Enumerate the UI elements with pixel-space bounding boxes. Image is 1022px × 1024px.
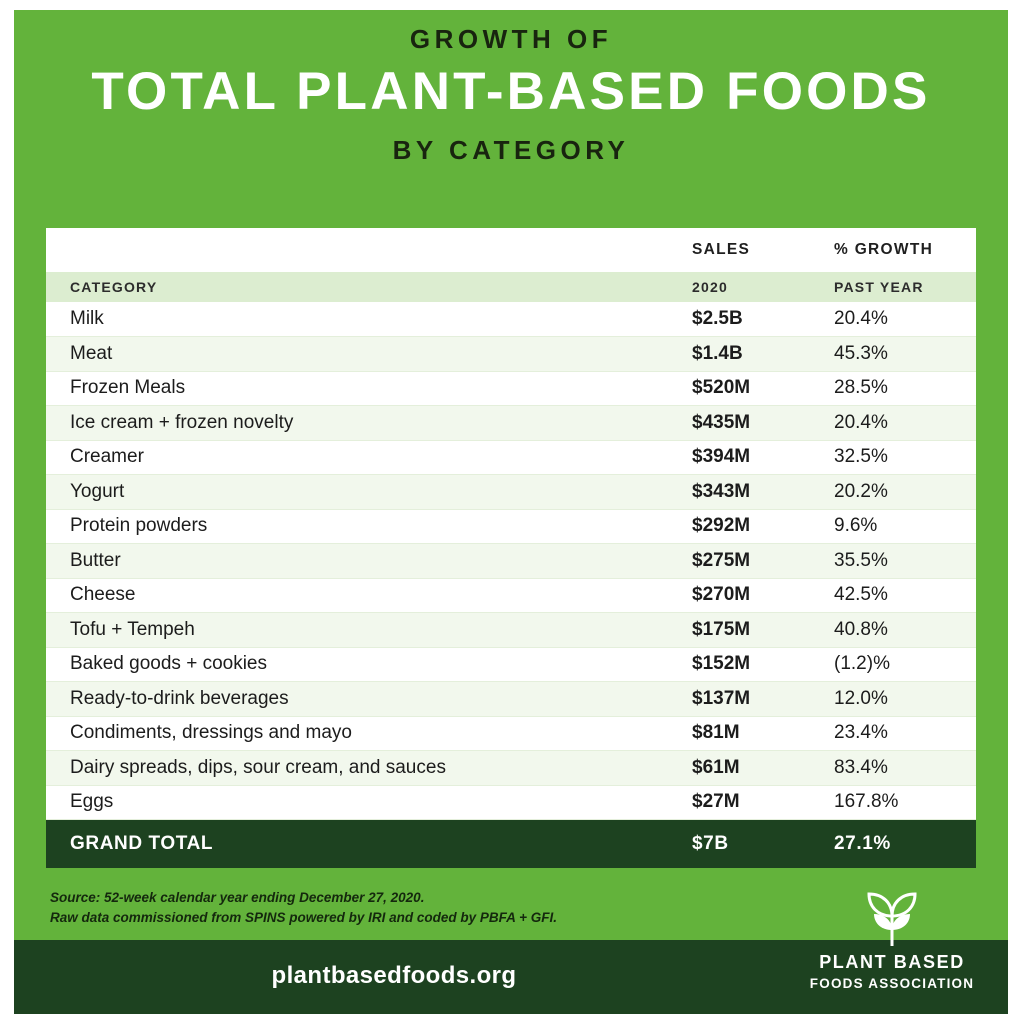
cell-growth: 12.0% <box>826 682 976 717</box>
cell-sales: $275M <box>686 544 826 579</box>
cell-growth: 9.6% <box>826 509 976 544</box>
cell-category: Creamer <box>46 440 686 475</box>
title-line-3: BY CATEGORY <box>392 135 630 166</box>
cell-sales: $292M <box>686 509 826 544</box>
table-row <box>46 682 976 717</box>
table-row <box>46 716 976 751</box>
cell-growth: 20.2% <box>826 475 976 510</box>
grand-total-growth: 27.1% <box>834 832 891 854</box>
organization-logo <box>802 886 982 991</box>
cell-category: Cheese <box>46 578 686 613</box>
cell-category: Meat <box>46 337 686 372</box>
cell-growth: 32.5% <box>826 440 976 475</box>
table-footer <box>46 820 976 868</box>
table-row <box>46 440 976 475</box>
table-row <box>46 544 976 579</box>
header-category: CATEGORY <box>46 272 686 302</box>
cell-sales: $1.4B <box>686 337 826 372</box>
table-header <box>46 228 976 302</box>
table-row <box>46 406 976 441</box>
cell-sales: $152M <box>686 647 826 682</box>
growth-table <box>46 228 976 868</box>
table-header-row-bottom <box>46 272 976 302</box>
cell-sales: $435M <box>686 406 826 441</box>
website-url[interactable]: plantbasedfoods.org <box>271 962 517 989</box>
cell-sales: $81M <box>686 716 826 751</box>
header-block <box>14 24 1008 166</box>
cell-growth: 40.8% <box>826 613 976 648</box>
cell-category: Baked goods + cookies <box>46 647 686 682</box>
cell-growth: 45.3% <box>826 337 976 372</box>
table-header-row-top <box>46 228 976 272</box>
cell-category: Ready-to-drink beverages <box>46 682 686 717</box>
cell-sales: $175M <box>686 613 826 648</box>
table-row <box>46 751 976 786</box>
cell-category: Butter <box>46 544 686 579</box>
cell-sales: $61M <box>686 751 826 786</box>
cell-category: Milk <box>46 302 686 337</box>
cell-category: Ice cream + frozen novelty <box>46 406 686 441</box>
header-sales: SALES <box>686 228 826 272</box>
cell-sales: $270M <box>686 578 826 613</box>
table-row <box>46 302 976 337</box>
header-sales-year: 2020 <box>686 272 826 302</box>
cell-sales: $343M <box>686 475 826 510</box>
cell-category: Yogurt <box>46 475 686 510</box>
table-row <box>46 337 976 372</box>
source-line-2: Raw data commissioned from SPINS powered by IRI and coded by PBFA + GFI. <box>50 909 557 925</box>
grand-total-sales: $7B <box>692 832 729 854</box>
cell-growth: 35.5% <box>826 544 976 579</box>
table-row <box>46 509 976 544</box>
cell-growth: 20.4% <box>826 302 976 337</box>
table-row <box>46 647 976 682</box>
source-line-1: Source: 52-week calendar year ending December 27, 2020. <box>50 890 425 905</box>
table-row <box>46 371 976 406</box>
table-body <box>46 302 976 820</box>
cell-category: Dairy spreads, dips, sour cream, and sauces <box>46 751 686 786</box>
page-title: TOTAL PLANT-BASED FOODS <box>91 62 931 121</box>
cell-category: Tofu + Tempeh <box>46 613 686 648</box>
logo-line-2: FOODS ASSOCIATION <box>809 976 975 991</box>
table-row <box>46 578 976 613</box>
logo-line-1: PLANT BASED <box>819 952 965 972</box>
cell-growth: 167.8% <box>826 785 976 820</box>
header-growth: % GROWTH <box>826 228 976 272</box>
table-row <box>46 613 976 648</box>
header-top-category <box>46 228 686 272</box>
cell-growth: 20.4% <box>826 406 976 441</box>
cell-growth: 42.5% <box>826 578 976 613</box>
table-row <box>46 475 976 510</box>
cell-sales: $137M <box>686 682 826 717</box>
cell-growth: 83.4% <box>826 751 976 786</box>
header-growth-period: PAST YEAR <box>826 272 976 302</box>
cell-category: Protein powders <box>46 509 686 544</box>
cell-sales: $27M <box>686 785 826 820</box>
data-table-wrapper <box>46 228 976 868</box>
cell-category: Condiments, dressings and mayo <box>46 716 686 751</box>
cell-growth: 28.5% <box>826 371 976 406</box>
source-note <box>50 888 750 927</box>
grand-total-label: GRAND TOTAL <box>70 832 214 854</box>
cell-growth: (1.2)% <box>826 647 976 682</box>
cell-sales: $394M <box>686 440 826 475</box>
cell-sales: $520M <box>686 371 826 406</box>
grand-total-row <box>46 820 976 868</box>
cell-growth: 23.4% <box>826 716 976 751</box>
cell-sales: $2.5B <box>686 302 826 337</box>
table-row <box>46 785 976 820</box>
title-line-1: GROWTH OF <box>409 24 613 54</box>
cell-category: Eggs <box>46 785 686 820</box>
leaf-icon <box>802 886 982 948</box>
cell-category: Frozen Meals <box>46 371 686 406</box>
